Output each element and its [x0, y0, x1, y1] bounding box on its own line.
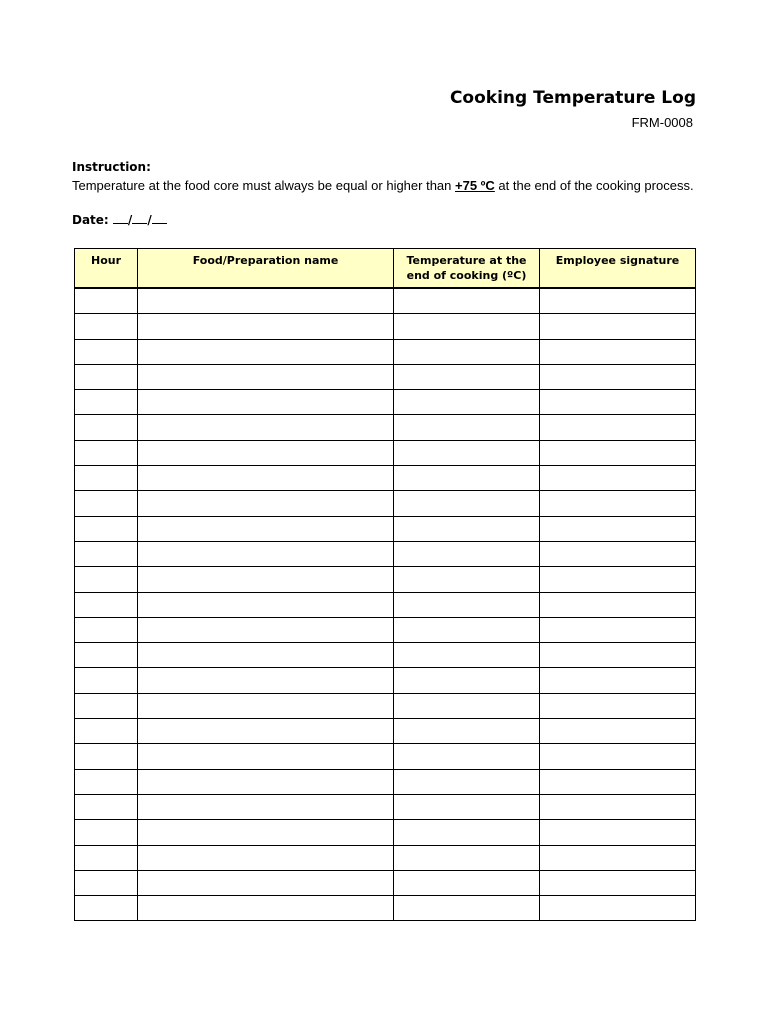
cell-food[interactable] — [138, 466, 394, 491]
table-row — [75, 364, 696, 389]
cell-signature[interactable] — [540, 415, 696, 440]
cell-signature[interactable] — [540, 592, 696, 617]
table-row — [75, 390, 696, 415]
cell-hour[interactable] — [75, 617, 138, 642]
cell-temperature[interactable] — [394, 668, 540, 693]
cell-hour[interactable] — [75, 314, 138, 339]
cell-signature[interactable] — [540, 314, 696, 339]
instruction-temperature: +75 ºC — [455, 178, 495, 193]
cell-food[interactable] — [138, 364, 394, 389]
cell-temperature[interactable] — [394, 390, 540, 415]
cell-food[interactable] — [138, 693, 394, 718]
table-row — [75, 643, 696, 668]
date-separator: / — [127, 213, 133, 227]
cell-hour[interactable] — [75, 820, 138, 845]
cell-hour[interactable] — [75, 491, 138, 516]
table-row — [75, 617, 696, 642]
cell-temperature[interactable] — [394, 820, 540, 845]
cell-temperature[interactable] — [394, 516, 540, 541]
cell-food[interactable] — [138, 845, 394, 870]
date-year-blank[interactable] — [152, 213, 167, 224]
column-header-hour: Hour — [75, 249, 138, 289]
cell-food[interactable] — [138, 440, 394, 465]
cell-food[interactable] — [138, 896, 394, 921]
table-row — [75, 592, 696, 617]
cell-signature[interactable] — [540, 820, 696, 845]
cell-food[interactable] — [138, 339, 394, 364]
cell-signature[interactable] — [540, 617, 696, 642]
cell-hour[interactable] — [75, 466, 138, 491]
cell-temperature[interactable] — [394, 314, 540, 339]
cell-signature[interactable] — [540, 516, 696, 541]
cell-signature[interactable] — [540, 794, 696, 819]
instruction-label: Instruction: — [72, 160, 151, 174]
table-row — [75, 668, 696, 693]
cell-food[interactable] — [138, 794, 394, 819]
table-row — [75, 491, 696, 516]
cell-temperature[interactable] — [394, 466, 540, 491]
cell-food[interactable] — [138, 415, 394, 440]
cell-hour[interactable] — [75, 567, 138, 592]
cell-food[interactable] — [138, 820, 394, 845]
table-row — [75, 845, 696, 870]
cell-temperature[interactable] — [394, 364, 540, 389]
cell-temperature[interactable] — [394, 415, 540, 440]
cell-signature[interactable] — [540, 668, 696, 693]
table-row — [75, 870, 696, 895]
cell-food[interactable] — [138, 870, 394, 895]
date-month-blank[interactable] — [132, 213, 147, 224]
cell-hour[interactable] — [75, 744, 138, 769]
cell-hour[interactable] — [75, 288, 138, 314]
table-row — [75, 794, 696, 819]
table-row — [75, 744, 696, 769]
cell-food[interactable] — [138, 617, 394, 642]
cell-signature[interactable] — [540, 845, 696, 870]
cell-signature[interactable] — [540, 719, 696, 744]
cell-temperature[interactable] — [394, 567, 540, 592]
cell-temperature[interactable] — [394, 769, 540, 794]
cell-temperature[interactable] — [394, 643, 540, 668]
cell-food[interactable] — [138, 491, 394, 516]
cell-signature[interactable] — [540, 390, 696, 415]
table-row — [75, 415, 696, 440]
cell-hour[interactable] — [75, 845, 138, 870]
cell-signature[interactable] — [540, 744, 696, 769]
table-header-row — [75, 249, 696, 289]
date-label: Date: — [72, 213, 109, 227]
cell-signature[interactable] — [540, 288, 696, 314]
page-title: Cooking Temperature Log — [449, 88, 696, 108]
cell-signature[interactable] — [540, 440, 696, 465]
form-code: FRM-0008 — [631, 115, 693, 130]
column-header-food: Food/Preparation name — [138, 249, 394, 289]
cell-signature[interactable] — [540, 567, 696, 592]
cell-food[interactable] — [138, 288, 394, 314]
table-row — [75, 466, 696, 491]
date-day-blank[interactable] — [113, 213, 128, 224]
instruction-text-before: Temperature at the food core must always be equal or higher than — [72, 178, 455, 193]
cell-hour[interactable] — [75, 390, 138, 415]
cell-hour[interactable] — [75, 339, 138, 364]
cell-signature[interactable] — [540, 491, 696, 516]
cell-food[interactable] — [138, 668, 394, 693]
table-row — [75, 769, 696, 794]
cell-signature[interactable] — [540, 339, 696, 364]
cell-food[interactable] — [138, 390, 394, 415]
cell-signature[interactable] — [540, 364, 696, 389]
cell-signature[interactable] — [540, 693, 696, 718]
cell-signature[interactable] — [540, 769, 696, 794]
cell-temperature[interactable] — [394, 870, 540, 895]
cell-hour[interactable] — [75, 896, 138, 921]
cell-signature[interactable] — [540, 896, 696, 921]
cell-temperature[interactable] — [394, 541, 540, 566]
cell-temperature[interactable] — [394, 440, 540, 465]
cell-temperature[interactable] — [394, 845, 540, 870]
cell-signature[interactable] — [540, 466, 696, 491]
cell-temperature[interactable] — [394, 693, 540, 718]
cell-signature[interactable] — [540, 870, 696, 895]
table-row — [75, 288, 696, 314]
cell-temperature[interactable] — [394, 339, 540, 364]
cell-temperature[interactable] — [394, 592, 540, 617]
table-row — [75, 314, 696, 339]
cell-temperature[interactable] — [394, 794, 540, 819]
cell-signature[interactable] — [540, 541, 696, 566]
column-header-temperature: Temperature at the end of cooking (ºC) — [394, 249, 540, 289]
cell-hour[interactable] — [75, 719, 138, 744]
date-line — [72, 213, 167, 227]
date-separator: / — [147, 213, 152, 227]
table-row — [75, 440, 696, 465]
column-header-signature: Employee signature — [540, 249, 696, 289]
cell-hour[interactable] — [75, 794, 138, 819]
cell-hour[interactable] — [75, 541, 138, 566]
cell-temperature[interactable] — [394, 896, 540, 921]
cell-temperature[interactable] — [394, 491, 540, 516]
table-row — [75, 541, 696, 566]
cell-hour[interactable] — [75, 693, 138, 718]
cell-hour[interactable] — [75, 440, 138, 465]
log-table — [74, 248, 696, 921]
cell-hour[interactable] — [75, 668, 138, 693]
cell-signature[interactable] — [540, 643, 696, 668]
cell-food[interactable] — [138, 592, 394, 617]
cell-food[interactable] — [138, 541, 394, 566]
cell-food[interactable] — [138, 314, 394, 339]
table-row — [75, 516, 696, 541]
instruction-text-after: at the end of the cooking process. — [494, 178, 694, 193]
cell-hour[interactable] — [75, 769, 138, 794]
table-row — [75, 693, 696, 718]
cell-food[interactable] — [138, 719, 394, 744]
table-row — [75, 719, 696, 744]
table-row — [75, 567, 696, 592]
cell-food[interactable] — [138, 769, 394, 794]
cell-temperature[interactable] — [394, 719, 540, 744]
table-row — [75, 896, 696, 921]
cell-food[interactable] — [138, 643, 394, 668]
cell-temperature[interactable] — [394, 288, 540, 314]
cell-hour[interactable] — [75, 415, 138, 440]
cell-food[interactable] — [138, 516, 394, 541]
table-row — [75, 820, 696, 845]
cell-hour[interactable] — [75, 364, 138, 389]
table-body — [75, 288, 696, 921]
cell-food[interactable] — [138, 744, 394, 769]
instruction-text — [72, 178, 694, 193]
table-row — [75, 339, 696, 364]
cell-hour[interactable] — [75, 592, 138, 617]
cell-food[interactable] — [138, 567, 394, 592]
cell-hour[interactable] — [75, 516, 138, 541]
cell-temperature[interactable] — [394, 617, 540, 642]
cell-temperature[interactable] — [394, 744, 540, 769]
cell-hour[interactable] — [75, 870, 138, 895]
cell-hour[interactable] — [75, 643, 138, 668]
